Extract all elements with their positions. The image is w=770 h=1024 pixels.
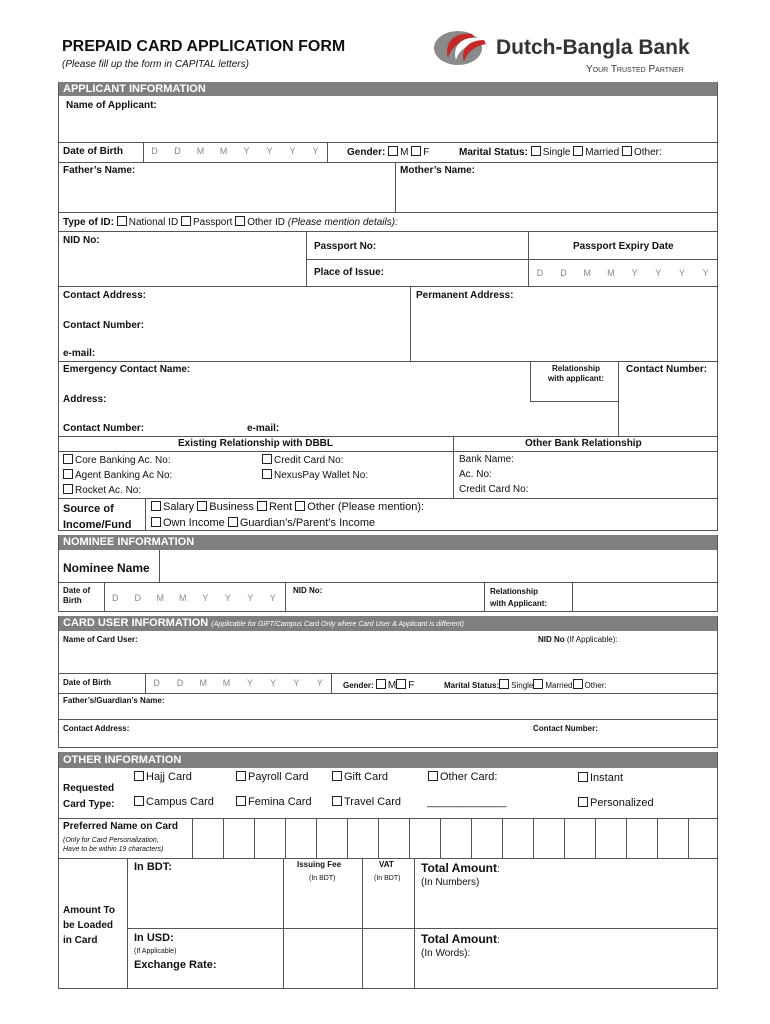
emergency-address-label: Address:	[63, 394, 107, 405]
card-user-father-label: Father’s/Guardian’s Name:	[63, 696, 165, 705]
other-credit-card-label: Credit Card No:	[459, 484, 529, 495]
gift-card-option[interactable]: Gift Card	[332, 771, 388, 783]
passport-expiry-label: Passport Expiry Date	[573, 241, 674, 252]
nominee-relationship-label: Relationship with Applicant:	[490, 587, 548, 608]
nominee-nid-label: NID No:	[293, 586, 323, 595]
total-amount-numbers-label: Total Amount:	[421, 861, 500, 875]
contact-number-label: Contact Number:	[63, 320, 145, 331]
other-bank-name-label: Bank Name:	[459, 454, 515, 465]
applicant-marital-status[interactable]: Marital Status: Single Married Other:	[459, 147, 662, 158]
gender-f-checkbox	[411, 146, 421, 156]
emergency-email-label: e-mail:	[247, 423, 280, 434]
card-user-nid-label: NID No (If Applicable):	[538, 635, 618, 644]
exchange-rate-label: Exchange Rate:	[134, 959, 217, 971]
preferred-name-boxes[interactable]	[192, 818, 718, 858]
card-user-name-label: Name of Card User:	[63, 635, 138, 644]
in-usd-label: In USD:	[134, 932, 174, 944]
card-user-dob-label: Date of Birth	[63, 678, 111, 687]
travel-card-option[interactable]: Travel Card	[332, 796, 401, 808]
personalized-option[interactable]: Personalized	[578, 797, 654, 809]
nominee-dob-label: Date of Birth	[63, 586, 91, 605]
other-ac-no-label: Ac. No:	[459, 469, 492, 480]
vat-label: VAT	[379, 860, 394, 869]
form-subtitle: (Please fill up the form in CAPITAL letters)	[62, 59, 249, 70]
applicant-dob-label: Date of Birth	[63, 146, 123, 157]
relationship-label: Relationship with applicant:	[548, 364, 604, 383]
hajj-card-option[interactable]: Hajj Card	[134, 771, 192, 783]
issuing-fee-unit: (In BDT)	[309, 875, 336, 882]
nominee-name-label: Nominee Name	[63, 561, 150, 575]
applicant-dob-field[interactable]: D D M M Y Y Y Y	[151, 146, 319, 156]
bank-logo-icon	[432, 28, 492, 68]
card-user-gender[interactable]: Gender: M F	[343, 680, 415, 691]
source-row-2[interactable]: Own Income Guardian’s/Parent’s Income	[151, 517, 375, 530]
preferred-name-note: (Only for Card Personalization, Have to be within 19 characters)	[63, 837, 164, 853]
applicant-name-field[interactable]	[140, 98, 715, 140]
in-bdt-label: In BDT:	[134, 861, 172, 873]
applicant-gender[interactable]: Gender: M F	[347, 147, 430, 158]
passport-no-label: Passport No:	[314, 241, 377, 252]
vat-unit: (In BDT)	[374, 875, 401, 882]
emergency-contact-label: Contact Number:	[63, 423, 145, 434]
other-section-bar: OTHER INFORMATION	[58, 752, 718, 768]
place-of-issue-label: Place of Issue:	[314, 267, 385, 278]
nid-label: NID No:	[63, 235, 100, 246]
if-applicable-note: (If Applicable)	[134, 948, 177, 955]
in-words-label: (In Words):	[421, 948, 471, 959]
source-row-1[interactable]: Salary Business Rent Other (Please mention):	[151, 501, 424, 514]
campus-card-option[interactable]: Campus Card	[134, 796, 214, 808]
payroll-card-option[interactable]: Payroll Card	[236, 771, 309, 783]
form-title: PREPAID CARD APPLICATION FORM	[62, 38, 346, 55]
card-user-section-bar: CARD USER INFORMATION (Applicable for GIFT/Campus Card Only where Card User & Applicant is different)	[58, 616, 718, 631]
requested-card-type-label: Requested Card Type:	[63, 783, 115, 810]
other-card-option[interactable]: Other Card:	[428, 771, 497, 783]
total-amount-words-label: Total Amount:	[421, 932, 500, 946]
card-user-contact-label: Contact Number:	[533, 724, 598, 733]
core-banking-option[interactable]: Core Banking Ac. No:	[63, 454, 171, 467]
bank-name: Dutch-Bangla Bank	[496, 36, 690, 59]
emergency-name-label: Emergency Contact Name:	[63, 364, 191, 375]
amount-to-load-label: Amount To be Loaded in Card	[63, 905, 116, 946]
id-type-row[interactable]: Type of ID: National ID Passport Other ID (Please mention details):	[63, 217, 398, 228]
nominee-dob-field[interactable]: D D M M Y Y Y Y	[112, 593, 276, 603]
issuing-fee-label: Issuing Fee	[297, 860, 342, 869]
passport-expiry-field[interactable]: D D M M Y Y Y Y	[536, 268, 709, 278]
femina-card-option[interactable]: Femina Card	[236, 796, 312, 808]
existing-relationship-title: Existing Relationship with DBBL	[178, 438, 334, 449]
emergency-contact-number-label: Contact Number:	[626, 364, 708, 375]
agent-banking-option[interactable]: Agent Banking Ac No:	[63, 469, 172, 482]
nominee-name-field[interactable]	[162, 552, 715, 580]
other-card-blank[interactable]: _____________	[427, 796, 507, 808]
contact-address-label: Contact Address:	[63, 290, 146, 301]
mother-name-label: Mother’s Name:	[400, 165, 476, 176]
instant-option[interactable]: Instant	[578, 772, 623, 784]
source-of-income-label: Source of Income/Fund	[63, 503, 132, 531]
applicant-section-bar: APPLICANT INFORMATION	[58, 82, 718, 96]
father-name-label: Father’s Name:	[63, 165, 136, 176]
in-numbers-label: (In Numbers)	[421, 877, 480, 888]
card-user-address-label: Contact Address:	[63, 724, 130, 733]
card-user-dob-field[interactable]: D D M M Y Y Y Y	[153, 678, 323, 688]
email-label: e-mail:	[63, 348, 96, 359]
preferred-name-label: Preferred Name on Card	[63, 821, 179, 832]
credit-card-option[interactable]: Credit Card No:	[262, 454, 343, 467]
other-bank-title: Other Bank Relationship	[525, 438, 642, 449]
bank-tagline: Your Trusted Partner	[586, 64, 684, 75]
nexuspay-option[interactable]: NexusPay Wallet No:	[262, 469, 368, 482]
permanent-address-label: Permanent Address:	[416, 290, 514, 301]
nominee-section-bar: NOMINEE INFORMATION	[58, 535, 718, 550]
applicant-name-label: Name of Applicant:	[66, 100, 157, 111]
card-user-marital[interactable]: Marital Status: Single Married Other:	[444, 681, 607, 690]
gender-m-checkbox	[388, 146, 398, 156]
rocket-option[interactable]: Rocket Ac. No:	[63, 484, 141, 497]
